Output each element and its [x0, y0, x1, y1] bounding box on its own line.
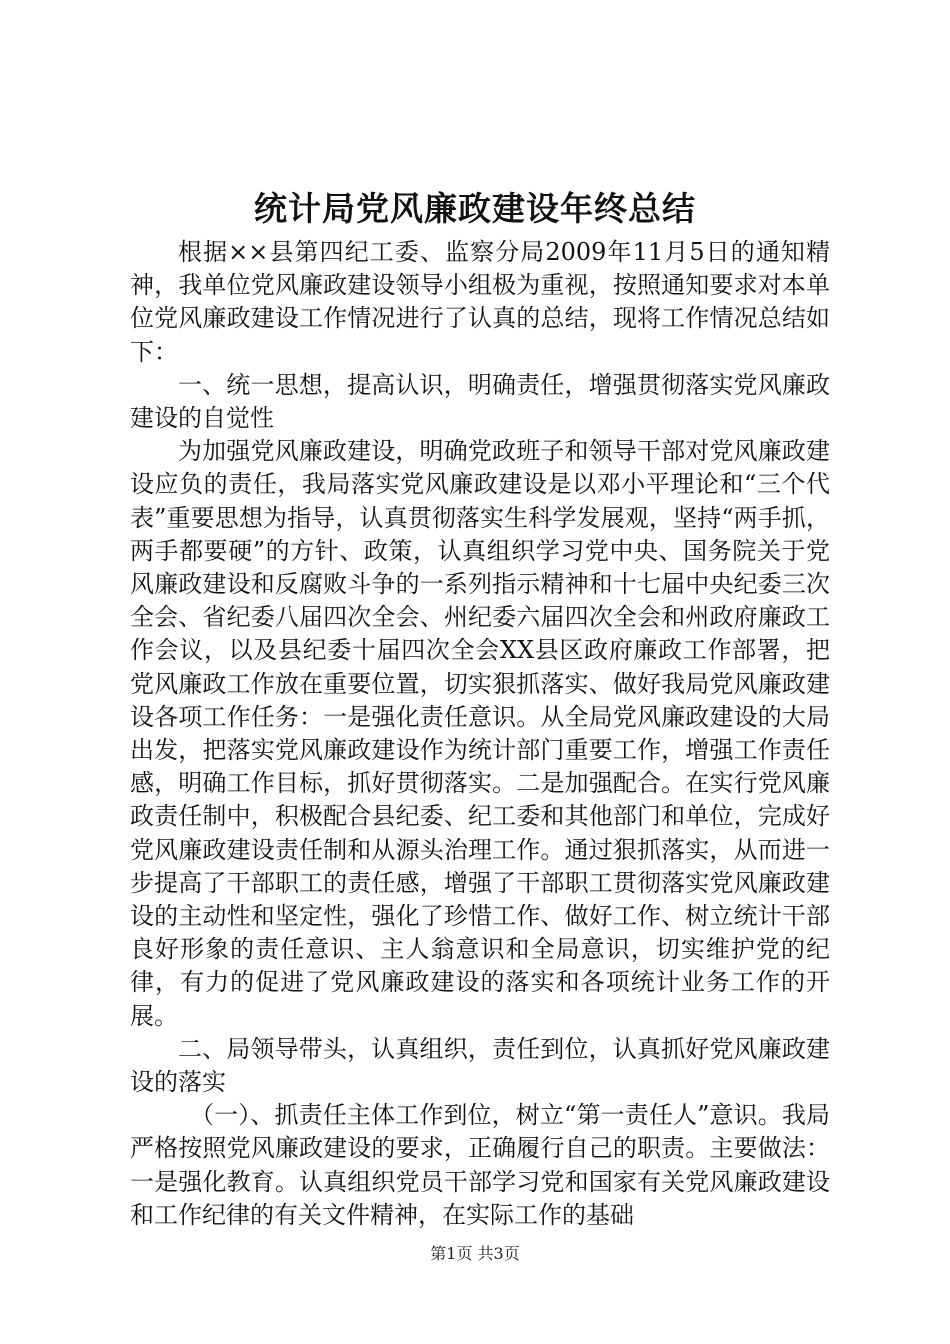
section-heading-1: 一、统一思想，提高认识，明确责任，增强贯彻落实党风廉政建设的自觉性 [130, 370, 830, 433]
paragraph-section-2-1: （一）、抓责任主体工作到位，树立“第一责任人”意识。我局严格按照党风廉政建设的要求，正确履行自己的职责。主要做法：一是强化教育。认真组织党员干部学习党和国家有关党风廉政建设和工作纪律的有关文件精神，在实际工作的基础 [130, 1101, 830, 1229]
document-body [130, 236, 830, 1232]
document-title: 统计局党风廉政建设年终总结 [254, 189, 696, 228]
page-number-footer: 第1页 共3页 [430, 1244, 520, 1263]
section-heading-2: 二、局领导带头，认真组织，责任到位，认真抓好党风廉政建设的落实 [130, 1034, 830, 1097]
paragraph-intro: 根据××县第四纪工委、监察分局2009年11月5日的通知精神，我单位党风廉政建设领导小组极为重视，按照通知要求对本单位党风廉政建设工作情况进行了认真的总结，现将工作情况总结如下： [130, 238, 830, 366]
paragraph-section-1: 为加强党风廉政建设，明确党政班子和领导干部对党风廉政建设应负的责任，我局落实党风廉政建设是以邓小平理论和“三个代表”重要思想为指导，认真贯彻落实生科学发展观，坚持“两手抓，两手都要硬”的方针、政策，认真组织学习党中央、国务院关于党风廉政建设和反腐败斗争的一系列指示精神和十七届中央纪委三次全会、省纪委八届四次全会、州纪委六届四次全会和州政府廉政工作会议，以及县纪委十届四次全会XX县区政府廉政工作部署，把党风廉政工作放在重要位置，切实狠抓落实、做好我局党风廉政建设各项工作任务：一是强化责任意识。从全局党风廉政建设的大局出发，把落实党风廉政建设作为统计部门重要工作，增强工作责任感，明确工作目标，抓好贯彻落实。二是加强配合。在实行党风廉政责任制中，积极配合县纪委、纪工委和其他部门和单位，完成好党风廉政建设责任制和从源头治理工作。通过狠抓落实，从而进一步提高了干部职工的责任感，增强了干部职工贯彻落实党风廉政建设的主动性和坚定性，强化了珍惜工作、做好工作、树立统计干部良好形象的责任意识、主人翁意识和全局意识，切实维护党的纪律，有力的促进了党风廉政建设的落实和各项统计业务工作的开展。 [130, 437, 830, 1030]
